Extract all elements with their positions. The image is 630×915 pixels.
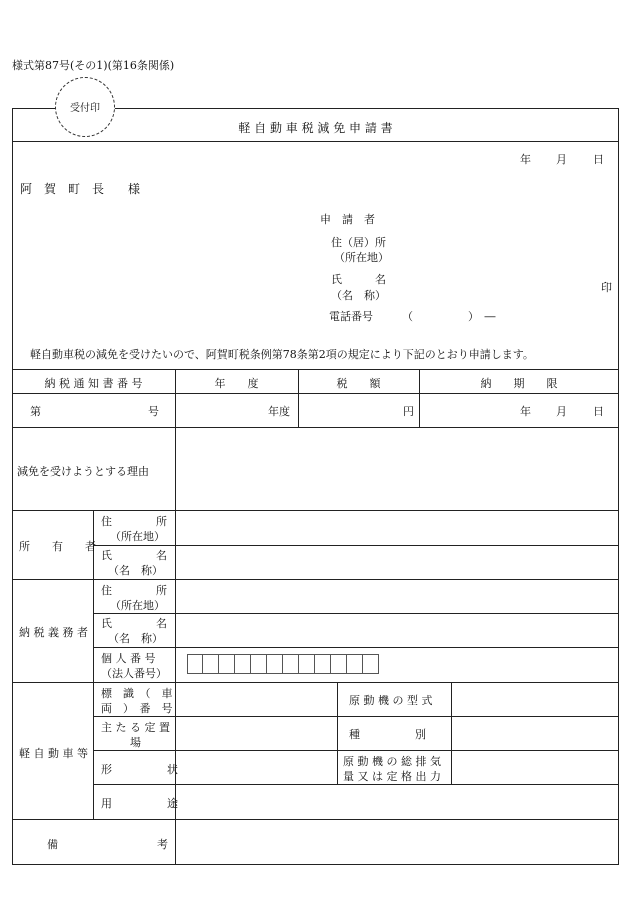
owner-name-sub: （名 称） — [108, 564, 163, 577]
individual-number-digit-box[interactable] — [235, 654, 251, 674]
rule-line — [12, 427, 619, 428]
engine-model-label: 原 動 機 の 型 式 — [349, 694, 433, 707]
rule-line — [93, 613, 619, 614]
phone-format: （ ） ― — [402, 310, 496, 323]
taxpayer-address-sub: （所在地） — [110, 599, 165, 612]
application-form — [12, 108, 619, 865]
rule-line — [93, 545, 619, 546]
applicant-address-sub: （所在地） — [334, 251, 389, 264]
due-day-label: 日 — [593, 405, 604, 418]
rule-line — [12, 682, 619, 683]
plate-label-2: 両 ） 番 号 — [101, 702, 173, 715]
rule-line — [337, 682, 338, 784]
taxpayer-name-sub: （名 称） — [108, 632, 163, 645]
applicant-name-sub: （名 称） — [331, 289, 386, 302]
applicant-heading: 申 請 者 — [320, 213, 375, 226]
individual-number-digit-box[interactable] — [219, 654, 235, 674]
individual-number-digit-box[interactable] — [347, 654, 363, 674]
rule-line — [93, 647, 619, 648]
due-year-label: 年 — [520, 405, 531, 418]
individual-number-boxes[interactable] — [187, 654, 379, 676]
reception-stamp-circle — [55, 77, 115, 137]
form-number: 様式第87号(その1)(第16条関係) — [12, 59, 175, 72]
rule-line — [451, 682, 452, 784]
owner-label: 所 有 者 — [19, 540, 96, 553]
taxpayer-address-label: 住 所 — [101, 584, 167, 597]
plate-label-1: 標 識 （ 車 — [101, 687, 173, 700]
date-year-label: 年 — [520, 153, 531, 166]
date-month-label: 月 — [556, 153, 567, 166]
rule-line — [93, 750, 619, 751]
header-tax-amount: 税 額 — [336, 377, 381, 390]
shape-label: 形 状 — [101, 763, 178, 776]
owner-address-sub: （所在地） — [110, 530, 165, 543]
owner-address-label: 住 所 — [101, 515, 167, 528]
applicant-name-label: 氏 名 — [331, 273, 386, 286]
taxpayer-name-label: 氏 名 — [101, 617, 167, 630]
rule-line — [12, 579, 619, 580]
location-label-1: 主 た る 定 置 — [101, 721, 170, 734]
individual-number-digit-box[interactable] — [315, 654, 331, 674]
individual-number-sub: （法人番号） — [101, 667, 167, 680]
individual-number-digit-box[interactable] — [331, 654, 347, 674]
reception-stamp-label: 受付印 — [70, 103, 100, 114]
vehicle-type-label: 種 別 — [349, 728, 426, 741]
individual-number-digit-box[interactable] — [203, 654, 219, 674]
rule-line — [12, 819, 619, 820]
remarks-label: 備 考 — [47, 838, 168, 851]
individual-number-digit-box[interactable] — [251, 654, 267, 674]
individual-number-label: 個 人 番 号 — [101, 652, 156, 665]
owner-name-label: 氏 名 — [101, 549, 167, 562]
location-label-2: 場 — [130, 736, 141, 749]
rule-line — [12, 393, 619, 394]
rule-line — [12, 369, 619, 370]
header-due-date: 納 期 限 — [480, 377, 558, 390]
yen-unit: 円 — [403, 405, 414, 418]
application-statement: 軽自動車税の減免を受けたいので、阿賀町税条例第78条第2項の規定により下記のとおり申請します。 — [30, 348, 534, 361]
rule-line — [12, 141, 619, 142]
rule-line — [93, 716, 619, 717]
individual-number-digit-box[interactable] — [267, 654, 283, 674]
rule-line — [93, 784, 619, 785]
use-label: 用 途 — [101, 797, 178, 810]
notice-number-suffix: 号 — [148, 405, 159, 418]
phone-label: 電話番号 — [329, 310, 373, 323]
date-day-label: 日 — [593, 153, 604, 166]
form-title: 軽 自 動 車 税 減 免 申 請 書 — [238, 121, 393, 135]
taxpayer-label: 納 税 義 務 者 — [19, 626, 88, 639]
displacement-label-1: 原 動 機 の 総 排 気 — [343, 755, 441, 768]
individual-number-digit-box[interactable] — [299, 654, 315, 674]
applicant-address-label: 住（居）所 — [331, 236, 386, 249]
seal-mark: 印 — [601, 281, 612, 294]
notice-number-prefix: 第 — [30, 405, 41, 418]
due-month-label: 月 — [556, 405, 567, 418]
addressee: 阿 賀 町 長 様 — [20, 182, 141, 196]
fiscal-year-unit: 年度 — [268, 405, 290, 418]
individual-number-digit-box[interactable] — [363, 654, 379, 674]
displacement-label-2: 量 又 は 定 格 出 力 — [343, 770, 441, 783]
header-fiscal-year: 年 度 — [214, 377, 259, 390]
individual-number-digit-box[interactable] — [283, 654, 299, 674]
individual-number-digit-box[interactable] — [187, 654, 203, 674]
header-notice-number: 納 税 通 知 書 番 号 — [44, 377, 143, 390]
rule-line — [93, 510, 94, 819]
vehicle-label: 軽 自 動 車 等 — [19, 747, 88, 760]
reason-label: 減免を受けようとする理由 — [17, 465, 149, 478]
rule-line — [12, 510, 619, 511]
